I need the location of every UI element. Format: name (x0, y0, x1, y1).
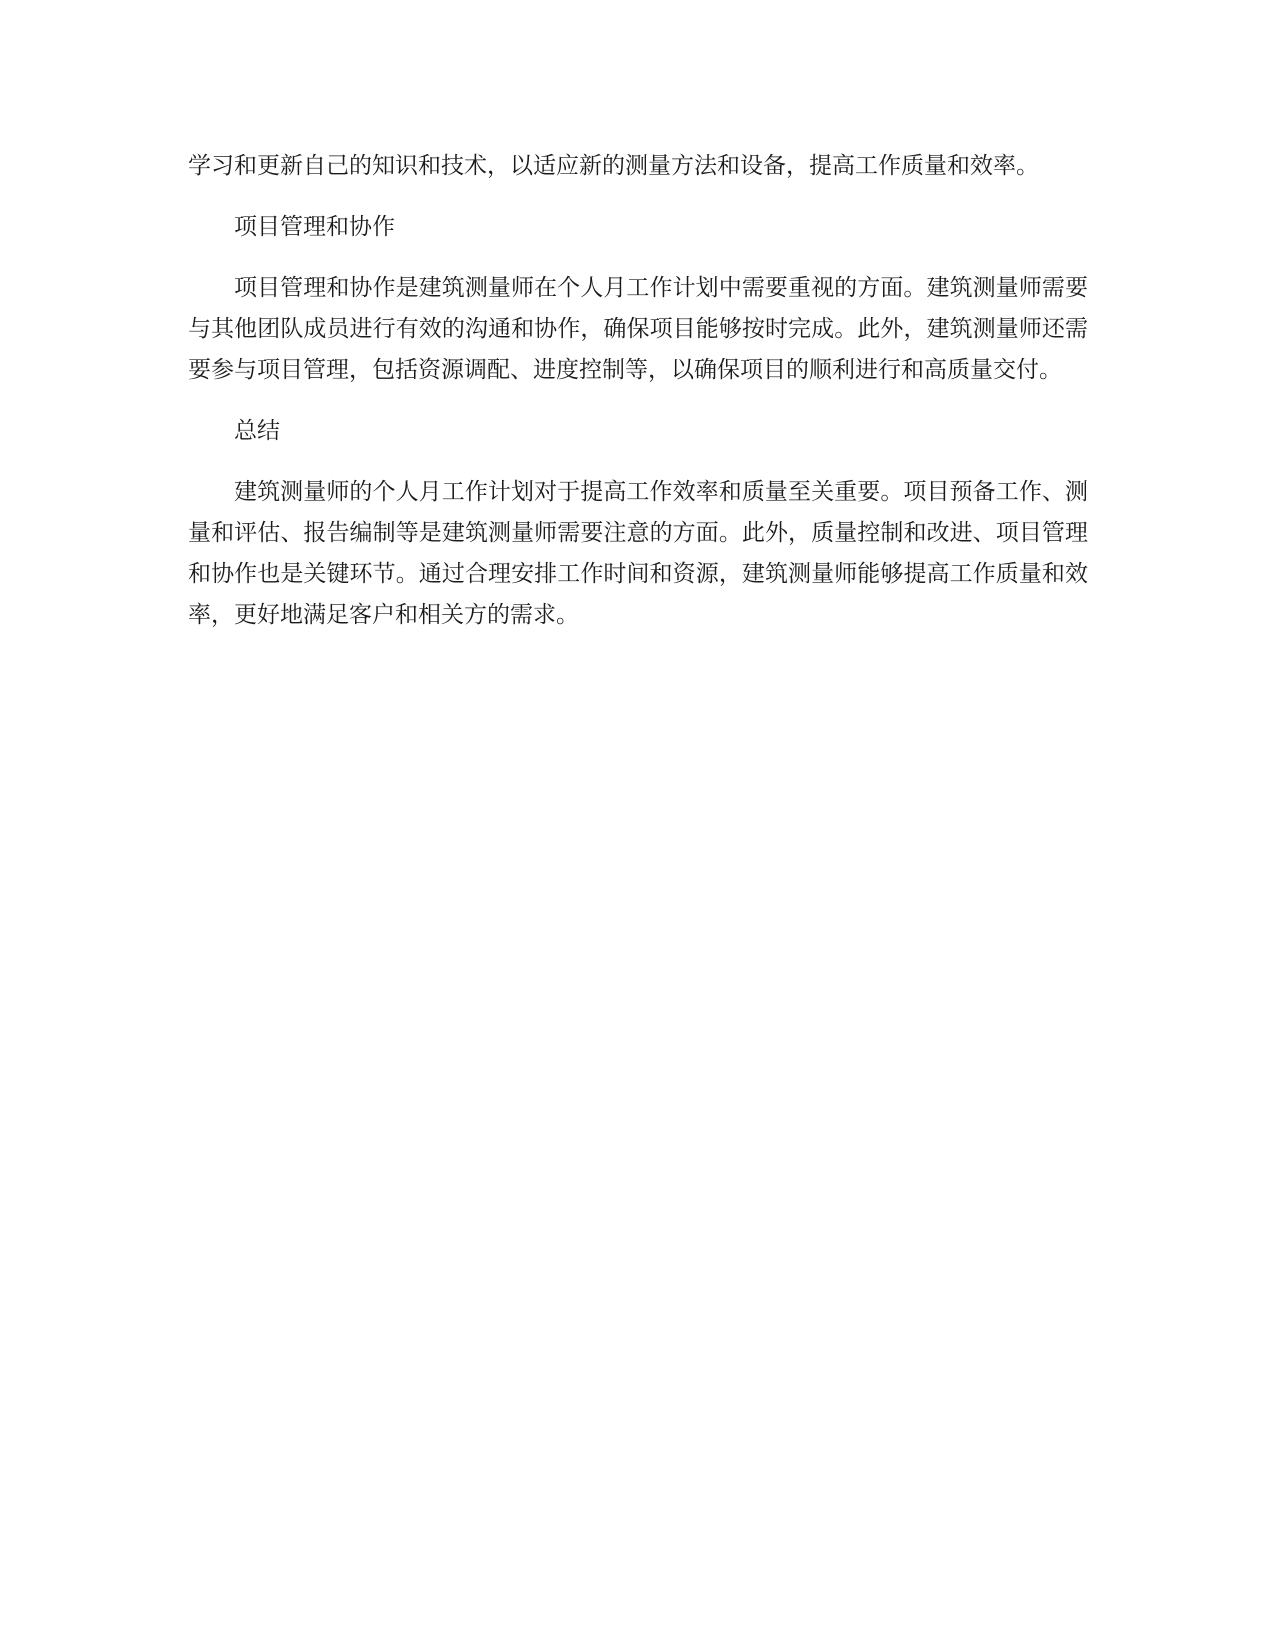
paragraph-project-management: 项目管理和协作是建筑测量师在个人月工作计划中需要重视的方面。建筑测量师需要与其他团队成员进行有效的沟通和协作，确保项目能够按时完成。此外，建筑测量师还需要参与项目管理，包括资源调配、进度控制等，以确保项目的顺利进行和高质量交付。 (188, 275, 1088, 383)
section-heading-summary: 总结 (234, 418, 280, 444)
paragraph-continuation: 学习和更新自己的知识和技术，以适应新的测量方法和设备，提高工作质量和效率。 (188, 153, 1039, 179)
paragraph-summary: 建筑测量师的个人月工作计划对于提高工作效率和质量至关重要。项目预备工作、测量和评估、报告编制等是建筑测量师需要注意的方面。此外，质量控制和改进、项目管理和协作也是关键环节。通过合理安排工作时间和资源，建筑测量师能够提高工作质量和效率，更好地满足客户和相关方的需求。 (188, 479, 1088, 628)
document-body (188, 146, 1088, 656)
section-heading-project-management: 项目管理和协作 (234, 214, 395, 240)
